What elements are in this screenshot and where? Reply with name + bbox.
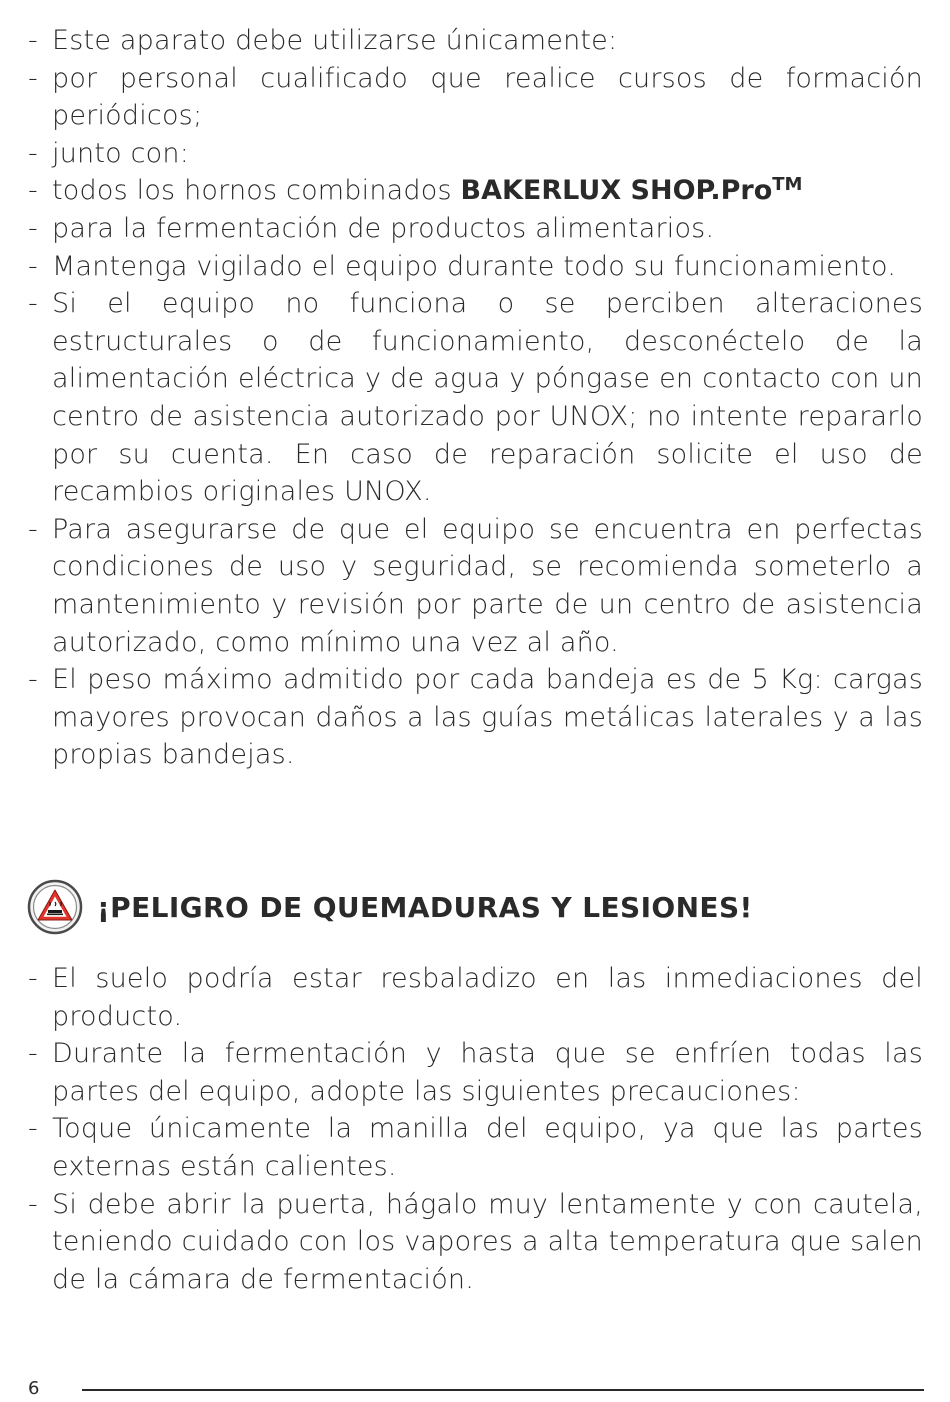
warning-title: ¡PELIGRO DE QUEMADURAS Y LESIONES!: [97, 890, 753, 924]
list-item: - Si el equipo no funciona o se perciben alteraciones estructurales o de funcionamiento, desconéctelo de la alimentación eléctrica y de agua y póngase en contacto con un centro de asistencia autorizado por UNOX; no intente repararlo por su cuenta. En caso de reparación solicite el uso de recambios originales UNOX.: [28, 285, 923, 511]
warning-heading: [27, 878, 753, 936]
list-dash: -: [28, 212, 38, 244]
list-dash: -: [28, 1038, 38, 1070]
usage-instructions-list: [28, 22, 923, 774]
list-dash: -: [28, 25, 38, 56]
list-dash: -: [28, 288, 38, 320]
list-dash: -: [28, 250, 38, 282]
list-item: - Para asegurarse de que el equipo se encuentra en perfectas condiciones de uso y seguridad, se recomienda someterlo a mantenimiento y revisión por parte de un centro de asistencia autorizado, como mínimo una vez al año.: [28, 511, 923, 661]
list-dash: -: [28, 62, 38, 94]
burn-hazard-icon: [27, 879, 83, 935]
list-item: - El peso máximo admitido por cada bandeja es de 5 Kg: cargas mayores provocan daños a las guías metálicas laterales y a las propias bandejas.: [28, 661, 923, 774]
list-item: - Toque únicamente la manilla del equipo, ya que las partes externas están calientes.: [28, 1110, 923, 1185]
trademark-mark: TM: [772, 174, 803, 196]
list-item: - Mantenga vigilado el equipo durante todo su funcionamiento.: [28, 248, 923, 286]
list-item: - para la fermentación de productos alimentarios.: [28, 210, 923, 248]
list-dash: -: [28, 137, 38, 169]
list-dash: -: [28, 664, 38, 696]
list-dash: -: [28, 513, 38, 545]
page-number: 6: [28, 1378, 40, 1399]
list-item: - por personal cualificado que realice cursos de formación periódicos;: [28, 60, 923, 135]
list-item: - Este aparato debe utilizarse únicamente:: [28, 22, 923, 60]
list-dash: -: [28, 1188, 38, 1220]
list-item: - Si debe abrir la puerta, hágalo muy lentamente y con cautela, teniendo cuidado con los vapores a alta temperatura que salen de la cámara de fermentación.: [28, 1186, 923, 1299]
burn-hazard-list: [28, 960, 923, 1298]
list-item: - junto con:: [28, 135, 923, 173]
list-item: - Durante la fermentación y hasta que se enfríen todas las partes del equipo, adopte las siguientes precauciones:: [28, 1035, 923, 1110]
list-item: - todos los hornos combinados BAKERLUX SHOP.Pro™: [28, 172, 923, 210]
list-dash: -: [28, 963, 38, 994]
brand-name: BAKERLUX SHOP.Pro™: [460, 174, 803, 207]
list-dash: -: [28, 175, 38, 207]
list-item: - El suelo podría estar resbaladizo en las inmediaciones del producto.: [28, 960, 923, 1035]
footer-divider: [82, 1389, 924, 1391]
list-dash: -: [28, 1113, 38, 1145]
